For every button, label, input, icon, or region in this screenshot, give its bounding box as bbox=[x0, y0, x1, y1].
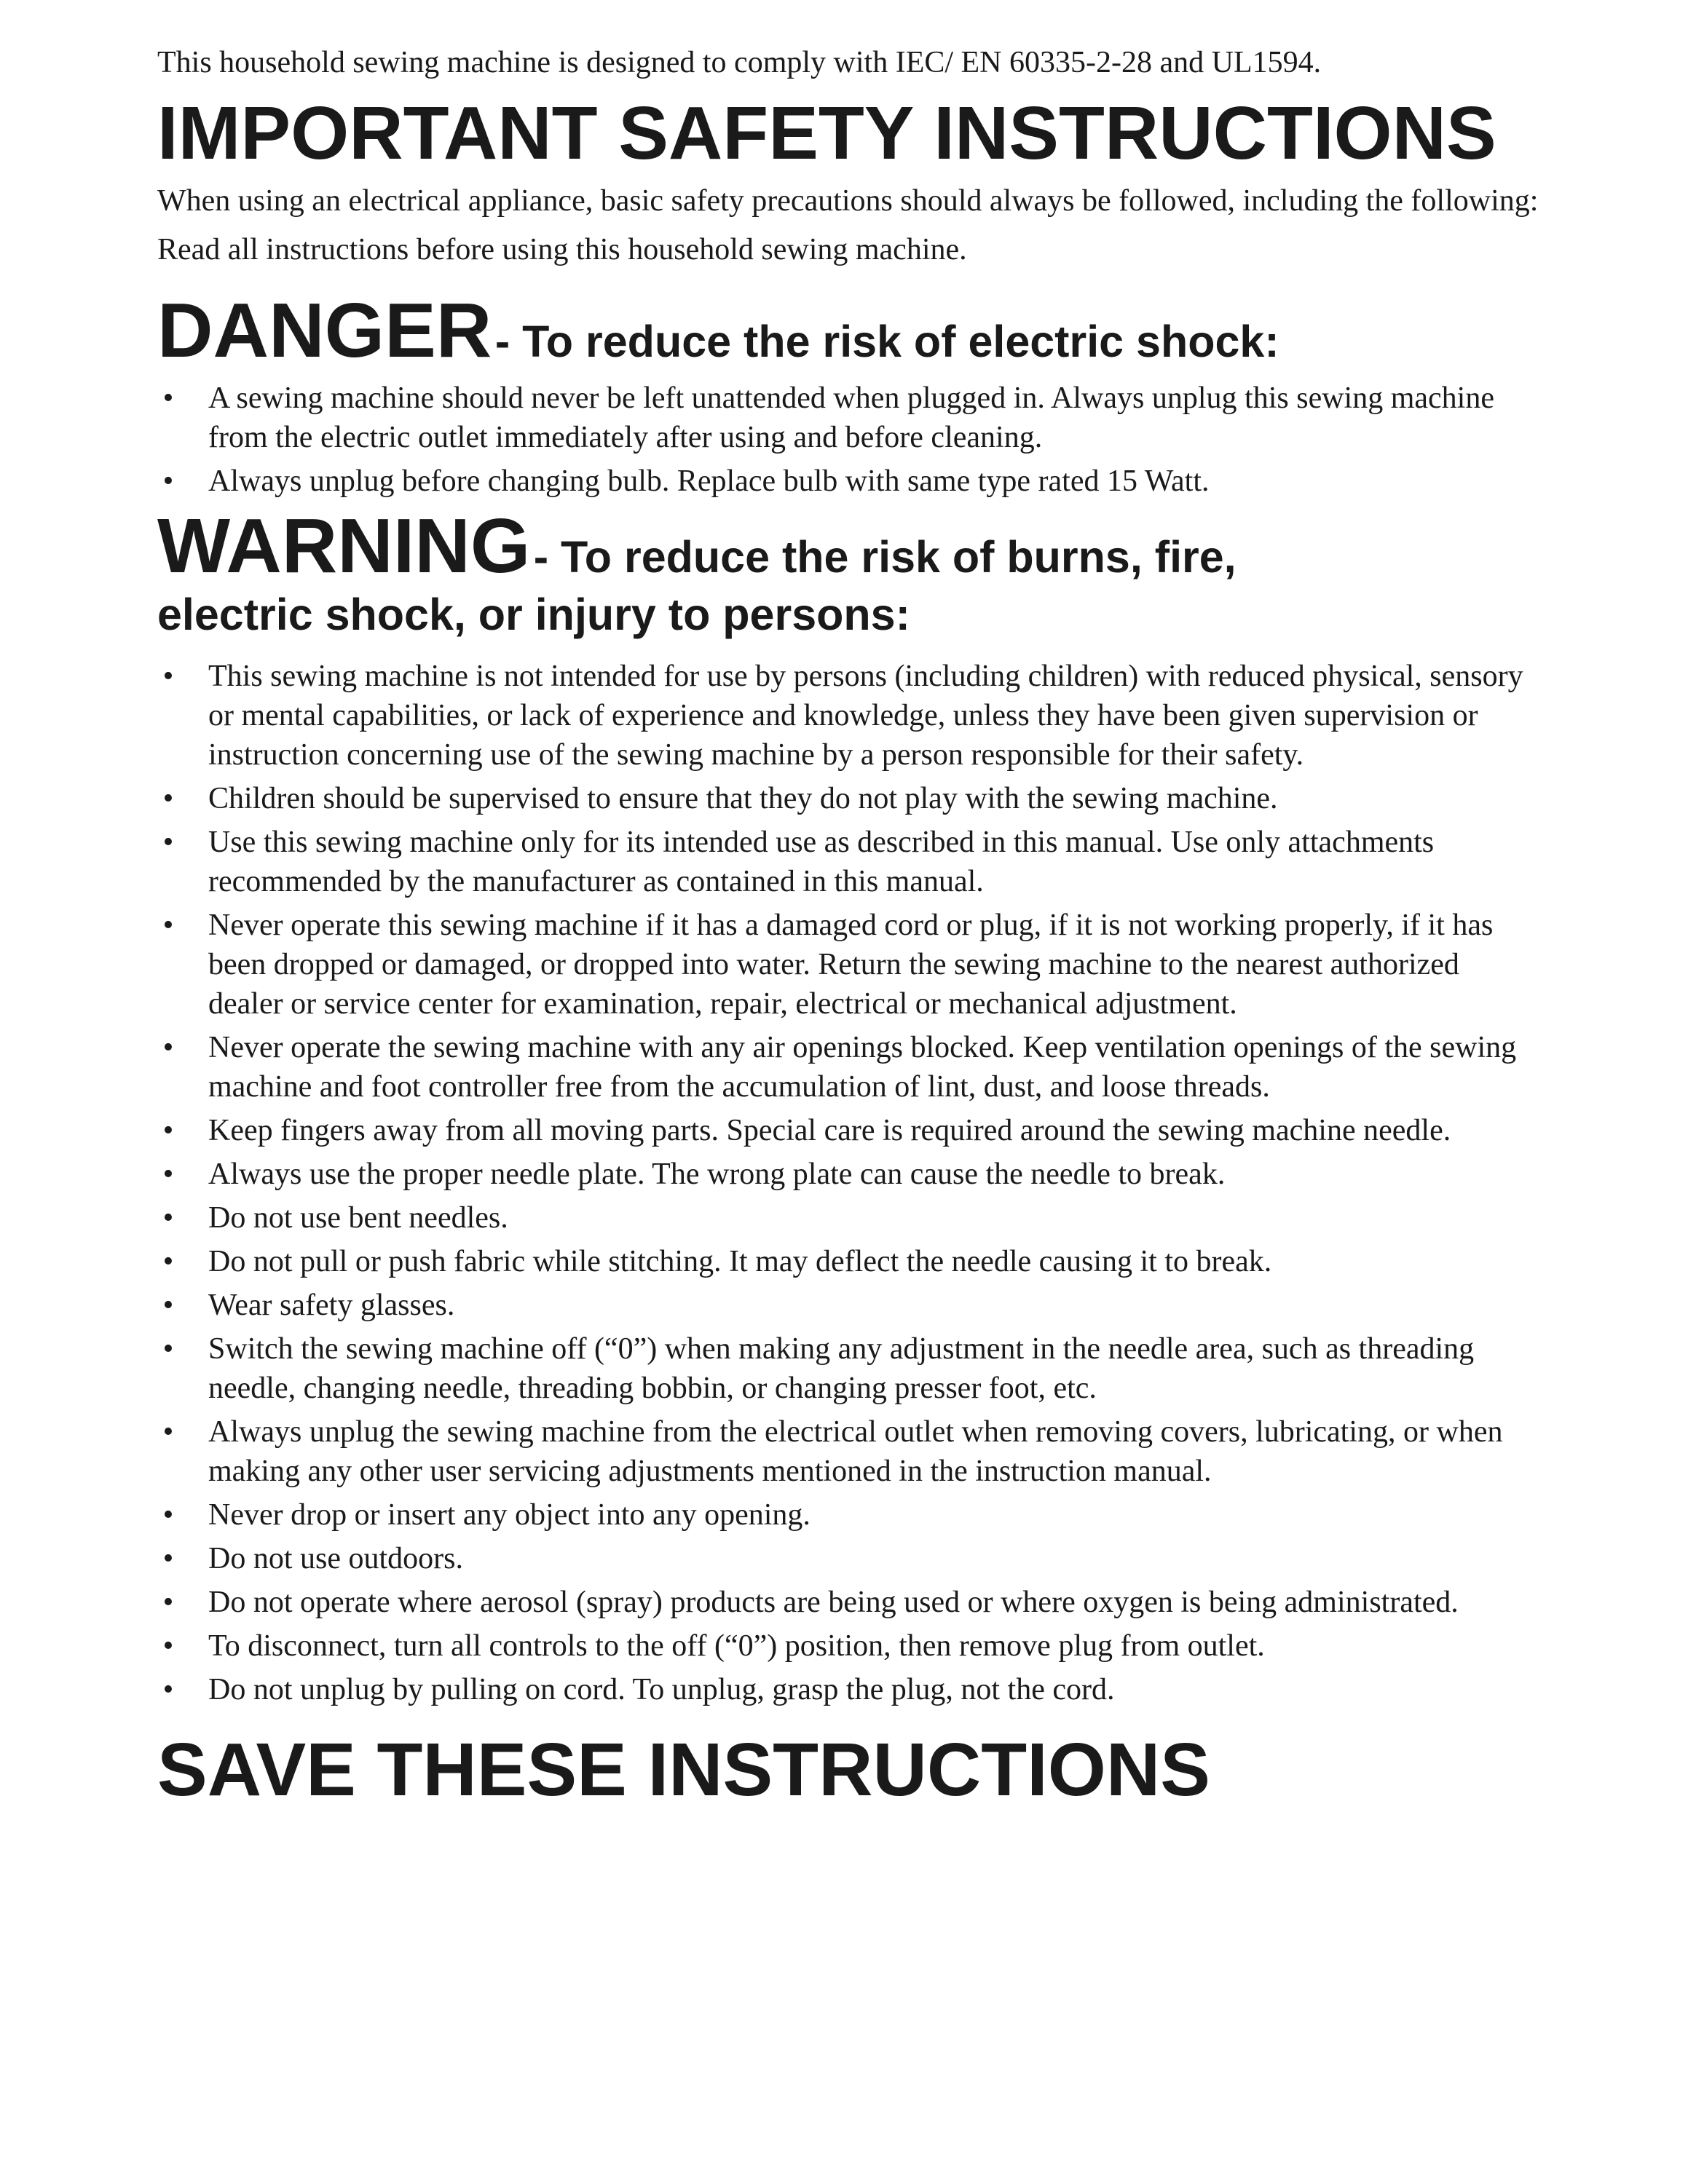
list-item bbox=[157, 1626, 1541, 1666]
list-item bbox=[157, 1495, 1541, 1535]
danger-subheading: - To reduce the risk of electric shock: bbox=[494, 317, 1279, 366]
list-item-text: Never operate the sewing machine with any air openings blocked. Keep ventilation openings of the sewing machine and foot controller free from the accumulation of lint, dust, and loose threads. bbox=[208, 1031, 1517, 1104]
bullet-icon: • bbox=[162, 1542, 174, 1575]
bullet-icon: • bbox=[162, 1031, 174, 1064]
list-item-text: Do not use outdoors. bbox=[208, 1542, 463, 1575]
intro-paragraph-1: When using an electrical appliance, basic safety precautions should always be followed, including the following: bbox=[157, 184, 1539, 218]
bullet-icon: • bbox=[162, 1289, 174, 1322]
list-item-text: Do not use bent needles. bbox=[208, 1201, 508, 1235]
list-item-text: A sewing machine should never be left unattended when plugged in. Always unplug this sewing machine from the electric outlet immediately after using and before cleaning. bbox=[208, 381, 1494, 454]
list-item-text: Keep fingers away from all moving parts. Special care is required around the sewing machine needle. bbox=[208, 1114, 1451, 1147]
compliance-note: This household sewing machine is designed to comply with IEC/ EN 60335-2-28 and UL1594. bbox=[157, 46, 1322, 79]
warning-label: WARNING bbox=[157, 503, 531, 589]
list-item-text: This sewing machine is not intended for use by persons (including children) with reduced physical, sensory or mental capabilities, or lack of experience and knowledge, unless they have been given supervision or instruction concerning use of the sewing machine by a person responsible for their safety. bbox=[208, 660, 1523, 772]
list-item-text: Do not operate where aerosol (spray) products are being used or where oxygen is being administrated. bbox=[208, 1586, 1459, 1619]
bullet-icon: • bbox=[162, 1415, 174, 1449]
list-item-text: Always use the proper needle plate. The wrong plate can cause the needle to break. bbox=[208, 1158, 1226, 1191]
list-item-text: Never operate this sewing machine if it has a damaged cord or plug, if it is not working properly, if it has been dropped or damaged, or dropped into water. Return the sewing machine to the nearest authorized dealer or service center for examination, repair, electrical or mechanical adjustment. bbox=[208, 909, 1494, 1021]
list-item bbox=[157, 1329, 1541, 1408]
bullet-icon: • bbox=[162, 1332, 174, 1366]
bullet-icon: • bbox=[162, 909, 174, 942]
list-item-text: Wear safety glasses. bbox=[208, 1289, 455, 1322]
list-item-text: Do not pull or push fabric while stitching. It may deflect the needle causing it to break. bbox=[208, 1245, 1272, 1278]
closing-title: SAVE THESE INSTRUCTIONS bbox=[157, 1728, 1210, 1811]
list-item-text: Always unplug before changing bulb. Replace bulb with same type rated 15 Watt. bbox=[208, 464, 1210, 498]
list-item-text: Switch the sewing machine off (“0”) when making any adjustment in the needle area, such as threading needle, changing needle, threading bobbin, or changing presser foot, etc. bbox=[208, 1332, 1475, 1405]
bullet-icon: • bbox=[162, 464, 174, 498]
warning-subheading-line1: - To reduce the risk of burns, fire, bbox=[533, 532, 1237, 582]
list-item bbox=[157, 1670, 1541, 1709]
list-item bbox=[157, 823, 1541, 901]
list-item bbox=[157, 1583, 1541, 1622]
list-item-text: Use this sewing machine only for its intended use as described in this manual. Use only attachments recommended by the manufacturer as contained in this manual. bbox=[208, 826, 1435, 898]
warning-list bbox=[157, 657, 1541, 1709]
bullet-icon: • bbox=[162, 1158, 174, 1191]
warning-subheading-line2: electric shock, or injury to persons: bbox=[157, 590, 910, 639]
list-item bbox=[157, 462, 1541, 501]
bullet-icon: • bbox=[162, 1673, 174, 1706]
list-item-text: Do not unplug by pulling on cord. To unplug, grasp the plug, not the cord. bbox=[208, 1673, 1115, 1706]
bullet-icon: • bbox=[162, 1629, 174, 1663]
list-item bbox=[157, 1111, 1541, 1150]
bullet-icon: • bbox=[162, 1201, 174, 1235]
bullet-icon: • bbox=[162, 381, 174, 415]
bullet-icon: • bbox=[162, 1114, 174, 1147]
danger-label: DANGER bbox=[157, 288, 492, 373]
list-item bbox=[157, 1155, 1541, 1194]
danger-list bbox=[157, 379, 1541, 501]
list-item bbox=[157, 779, 1541, 818]
list-item bbox=[157, 1242, 1541, 1281]
list-item-text: Always unplug the sewing machine from the electrical outlet when removing covers, lubricating, or when making any other user servicing adjustments mentioned in the instruction manual. bbox=[208, 1415, 1503, 1488]
bullet-icon: • bbox=[162, 1498, 174, 1532]
list-item-text: To disconnect, turn all controls to the off (“0”) position, then remove plug from outlet. bbox=[208, 1629, 1265, 1663]
list-item-text: Never drop or insert any object into any opening. bbox=[208, 1498, 811, 1532]
bullet-icon: • bbox=[162, 1245, 174, 1278]
list-item bbox=[157, 1028, 1541, 1107]
warning-heading bbox=[157, 505, 1541, 642]
list-item bbox=[157, 1412, 1541, 1491]
danger-heading bbox=[157, 290, 1541, 371]
list-item-text: Children should be supervised to ensure that they do not play with the sewing machine. bbox=[208, 782, 1278, 815]
bullet-icon: • bbox=[162, 782, 174, 815]
bullet-icon: • bbox=[162, 1586, 174, 1619]
list-item bbox=[157, 1286, 1541, 1325]
list-item bbox=[157, 657, 1541, 775]
safety-page bbox=[157, 42, 1541, 1813]
list-item bbox=[157, 1539, 1541, 1578]
page-title: IMPORTANT SAFETY INSTRUCTIONS bbox=[157, 91, 1496, 175]
intro-paragraph-2: Read all instructions before using this household sewing machine. bbox=[157, 233, 967, 266]
bullet-icon: • bbox=[162, 826, 174, 859]
bullet-icon: • bbox=[162, 660, 174, 693]
list-item bbox=[157, 906, 1541, 1024]
list-item bbox=[157, 379, 1541, 457]
list-item bbox=[157, 1198, 1541, 1238]
